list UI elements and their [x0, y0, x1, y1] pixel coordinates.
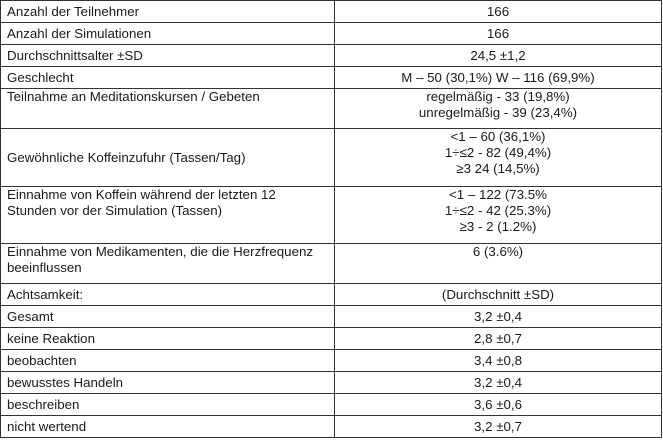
row-label: Durchschnittsalter ±SD — [1, 45, 335, 67]
table-row — [1, 67, 662, 89]
row-value — [335, 129, 662, 187]
table-row — [1, 89, 662, 129]
table-row — [1, 244, 662, 284]
value-line: 3,4 ±0,8 — [474, 352, 522, 368]
table-row — [1, 187, 662, 244]
value-line: 3,2 ±0,7 — [474, 418, 522, 434]
table-row — [1, 284, 662, 306]
value-line: 3,2 ±0,4 — [474, 308, 522, 324]
row-value — [335, 284, 662, 306]
value-line: unregelmäßig - 39 (23,4%) — [418, 105, 578, 120]
value-line: 24,5 ±1,2 — [470, 47, 526, 63]
row-label: beobachten — [1, 350, 335, 372]
value-line: 166 — [486, 3, 510, 19]
value-line: M – 50 (30,1%) W – 116 (69,9%) — [401, 69, 595, 85]
value-line: (Durchschnitt ±SD) — [441, 286, 555, 302]
table-row — [1, 350, 662, 372]
row-value — [335, 416, 662, 438]
row-value — [335, 306, 662, 328]
row-label: beschreiben — [1, 394, 335, 416]
value-line: 6 (3.6%) — [472, 244, 524, 259]
value-line: <1 – 60 (36,1%) — [450, 129, 546, 144]
row-value — [335, 187, 662, 244]
row-value — [335, 23, 662, 45]
row-label: Gewöhnliche Koffeinzufuhr (Tassen/Tag) — [1, 129, 335, 187]
table-row — [1, 394, 662, 416]
row-value — [335, 45, 662, 67]
value-line: 1÷≤2 - 82 (49,4%) — [444, 145, 552, 160]
value-line: ≥3 24 (14,5%) — [456, 161, 540, 176]
row-label: nicht wertend — [1, 416, 335, 438]
value-line: 166 — [486, 25, 510, 41]
row-label: Achtsamkeit: — [1, 284, 335, 306]
row-label: bewusstes Handeln — [1, 372, 335, 394]
table-row — [1, 1, 662, 23]
value-line: ≥3 - 2 (1.2%) — [459, 219, 537, 234]
table-row — [1, 372, 662, 394]
row-value — [335, 244, 662, 284]
value-line: 1÷≤2 - 42 (25.3%) — [444, 203, 552, 218]
table-row — [1, 129, 662, 187]
row-label: Einnahme von Medikamenten, die die Herzfrequenz beeinflussen — [1, 244, 335, 284]
table-row — [1, 328, 662, 350]
row-value — [335, 350, 662, 372]
row-value — [335, 89, 662, 129]
table-row — [1, 416, 662, 438]
table-row — [1, 45, 662, 67]
row-label: Anzahl der Simulationen — [1, 23, 335, 45]
row-value — [335, 328, 662, 350]
row-label: keine Reaktion — [1, 328, 335, 350]
value-line: regelmäßig - 33 (19,8%) — [426, 89, 570, 104]
value-line: 3,2 ±0,4 — [474, 374, 522, 390]
table-row — [1, 306, 662, 328]
table-row — [1, 23, 662, 45]
row-label: Gesamt — [1, 306, 335, 328]
row-label: Einnahme von Koffein während der letzten 12 Stunden vor der Simulation (Tassen) — [1, 187, 335, 244]
value-line: 2,8 ±0,7 — [474, 330, 522, 346]
row-value — [335, 1, 662, 23]
row-label: Geschlecht — [1, 67, 335, 89]
row-label: Teilnahme an Meditationskursen / Gebeten — [1, 89, 335, 129]
row-value — [335, 67, 662, 89]
row-value — [335, 372, 662, 394]
value-line: <1 – 122 (73.5% — [449, 187, 547, 202]
row-label: Anzahl der Teilnehmer — [1, 1, 335, 23]
row-value — [335, 394, 662, 416]
value-line: 3,6 ±0,6 — [474, 396, 522, 412]
